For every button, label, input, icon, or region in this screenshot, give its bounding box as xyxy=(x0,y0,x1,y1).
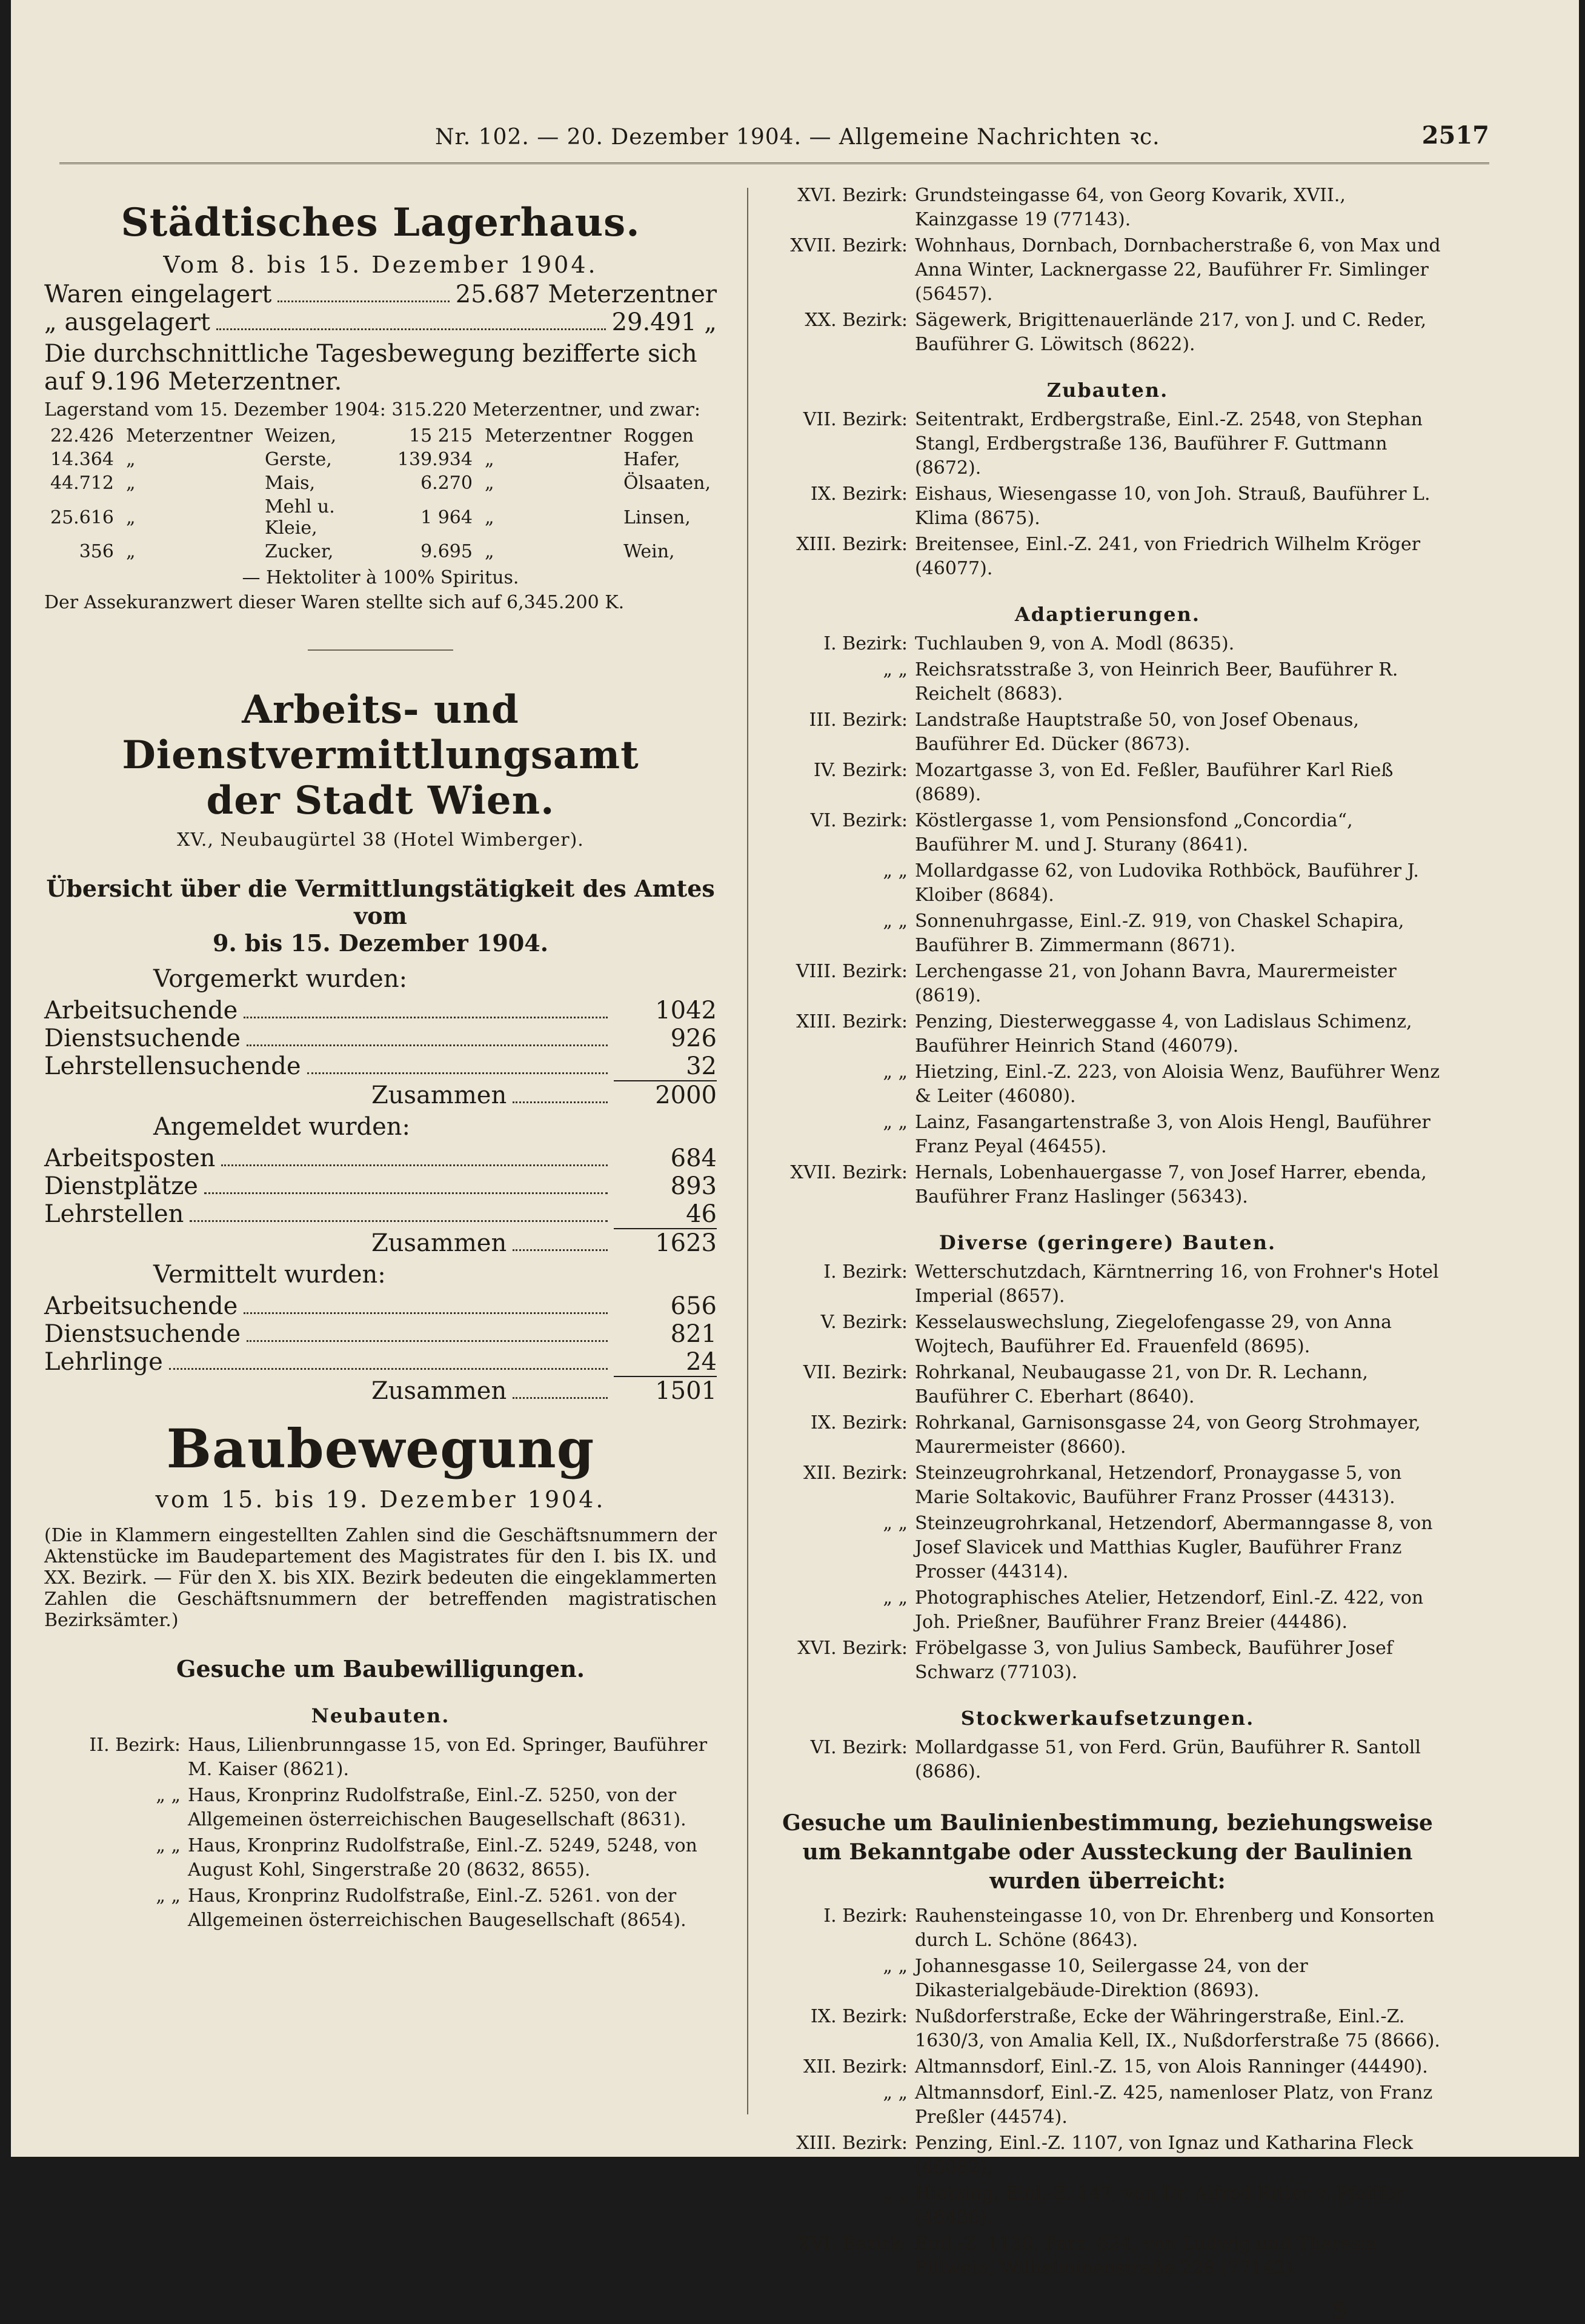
entry-text: Sägewerk, Brigittenauerlände 217, von J. und C. Reder, Bauführer G. Löwitsch (8622). xyxy=(915,310,1427,355)
bezirk-entry xyxy=(771,809,1444,857)
running-headline: Nr. 102. — 20. Dezember 1904. — Allgemeine Nachrichten ꝛc. xyxy=(435,125,1160,150)
bezirk-label: IX. Bezirk: xyxy=(810,2006,908,2027)
entry-text: Reichsratsstraße 3, von Heinrich Beer, Bauführer R. Reichelt (8683). xyxy=(915,659,1398,705)
entry-text: Seitentrakt, Erdbergstraße, Einl.-Z. 2548, von Stephan Stangl, Erdbergstraße 136, Bauführer F. Guttmann (8672). xyxy=(915,409,1423,479)
bezirk-entry xyxy=(771,708,1444,757)
stock-cell: 1 964 xyxy=(420,506,473,528)
diverse-bauten-list xyxy=(771,1260,1444,1685)
stock-cell: „ xyxy=(484,449,494,470)
bezirk-label: „ „ xyxy=(883,1587,908,1609)
entry-text: Köstlergasse 1, vom Pensionsfond „Concordia“, Bauführer M. und J. Sturany (8641). xyxy=(915,810,1353,855)
amt-heading-line2: 9. bis 15. Dezember 1904. xyxy=(213,929,548,957)
stats-row-value: 24 xyxy=(686,1348,717,1376)
bezirk-entry xyxy=(771,1411,1444,1459)
stored-in-row xyxy=(44,281,717,308)
stats-row xyxy=(44,1024,717,1052)
stored-out-value: 29.491 „ xyxy=(611,308,717,336)
entry-text: Breitensee, Einl.-Z. 241, von Friedrich Wilhelm Kröger (46077). xyxy=(915,534,1421,579)
entry-text: Steinzeugrohrkanal, Hetzendorf, Pronaygasse 5, von Marie Soltakovic, Bauführer Franz Prosser (44313). xyxy=(915,1462,1402,1508)
entry-text: Altmannsdorf, Einl.-Z. 15, von Alois Ranninger (44490). xyxy=(915,2056,1428,2077)
entry-text: Rohrkanal, Neubaugasse 21, von Dr. R. Lechann, Bauführer C. Eberhart (8640). xyxy=(915,1362,1368,1407)
bezirk-label: III. Bezirk: xyxy=(809,709,908,731)
bezirk-entry xyxy=(771,1954,1444,2003)
amt-statistics xyxy=(44,965,717,1405)
stats-total-row xyxy=(44,1376,717,1405)
bezirk-entry xyxy=(44,1834,717,1882)
stock-cell: Gerste, xyxy=(264,449,332,470)
bezirk-label: I. Bezirk: xyxy=(823,1261,908,1283)
bezirk-label: „ „ xyxy=(883,1956,908,1977)
bezirk-entry xyxy=(771,1461,1444,1510)
bezirk-label: VI. Bezirk: xyxy=(810,810,908,831)
stats-row-value: 1042 xyxy=(655,997,717,1024)
entry-text: Mollardgasse 51, von Ferd. Grün, Bauführer R. Santoll (8686). xyxy=(915,1737,1421,1782)
dot-leader xyxy=(513,1101,608,1103)
bezirk-entry xyxy=(771,234,1444,307)
stock-cell: Weizen, xyxy=(264,425,337,447)
entry-text: Fröbelgasse 3, von Julius Sambeck, Bauführer Josef Schwarz (77103). xyxy=(915,1638,1393,1683)
entry-text: Sonnenuhrgasse, Einl.-Z. 919, von Chaskel Schapira, Bauführer B. Zimmermann (8671). xyxy=(915,911,1404,956)
stats-row-label: Arbeitsposten xyxy=(44,1144,216,1172)
stats-row xyxy=(44,1172,717,1200)
bezirk-label: VII. Bezirk: xyxy=(803,1362,908,1383)
bezirk-label: IX. Bezirk: xyxy=(810,483,908,505)
stats-row-value: 46 xyxy=(686,1200,717,1228)
bezirk-label: XIII. Bezirk: xyxy=(796,2133,908,2154)
bezirk-entry xyxy=(771,2055,1444,2079)
bezirk-entry xyxy=(771,1111,1444,1159)
bezirk-label: XVII. Bezirk: xyxy=(790,1162,908,1183)
stock-cell: Roggen xyxy=(623,425,694,447)
bezirk-label: XVI. Bezirk: xyxy=(797,2233,908,2254)
stats-row-label: Lehrstellen xyxy=(44,1200,184,1228)
gesuche-title: Gesuche um Baubewilligungen. xyxy=(176,1655,585,1682)
dot-leader xyxy=(307,1072,608,1074)
entry-text: Rohrkanal, Garnisonsgasse 24, von Georg Strohmayer, Maurermeister (8660). xyxy=(915,1412,1421,1458)
entry-text: Johannesgasse 10, Seilergasse 24, von der Dikasterialgebäude-Direktion (8693). xyxy=(915,1956,1308,2001)
stock-cell: Ölsaaten, xyxy=(623,473,711,494)
stats-row-label: Lehrlinge xyxy=(44,1348,163,1376)
stored-in-label: Waren eingelagert xyxy=(44,281,272,308)
stock-cell: 14.364 xyxy=(50,449,114,470)
entry-text: Photographisches Atelier, Hetzendorf, Einl.-Z. 422, von Joh. Prießner, Bauführer Franz Breier (44486). xyxy=(915,1587,1424,1633)
dot-leader xyxy=(244,1017,608,1018)
stats-row xyxy=(44,997,717,1024)
page-number: 2517 xyxy=(1421,121,1489,150)
stock-cell: 356 xyxy=(79,541,114,562)
entry-text: Hietzing, Einl.-Z. 223, von Aloisia Wenz, Bauführer Wenz & Leiter (46080). xyxy=(915,1061,1440,1107)
stock-cell: „ xyxy=(125,473,136,494)
stats-total-row xyxy=(44,1228,717,1257)
dot-leader xyxy=(244,1312,608,1314)
stock-cell: Mehl u. Kleie, xyxy=(264,496,335,539)
stock-cell: 25.616 xyxy=(50,506,114,528)
bezirk-label: „ „ xyxy=(883,860,908,881)
dot-leader xyxy=(169,1368,608,1370)
stock-level-text: Lagerstand vom 15. Dezember 1904: 315.220 Meterzentner, und zwar: xyxy=(44,399,700,420)
bezirk-entry xyxy=(771,1904,1444,1953)
baubewegung-title: Baubewegung xyxy=(166,1417,595,1480)
avg-movement-text: Die durchschnittliche Tagesbewegung bezifferte sich auf 9.196 Meterzentner. xyxy=(44,340,697,396)
entry-text: Tuchlauben 9, von A. Modl (8635). xyxy=(915,633,1235,654)
bezirk-entry xyxy=(771,960,1444,1008)
stats-group-label: Vermittelt wurden: xyxy=(153,1261,386,1289)
bezirk-entry xyxy=(771,2131,1444,2180)
bezirk-label: XIII. Bezirk: xyxy=(796,1011,908,1032)
bezirk-label: „ „ xyxy=(156,1835,181,1856)
page-header xyxy=(59,0,1489,170)
stats-row-label: Arbeitsuchende xyxy=(44,997,238,1024)
bezirk-label: „ „ xyxy=(883,2082,908,2103)
stock-cell: Linsen, xyxy=(623,506,691,528)
stats-total-value: 2000 xyxy=(614,1080,717,1109)
bezirk-label: XX. Bezirk: xyxy=(805,310,908,331)
entry-text: Altmannsdorf, Einl.-Z. 425, namenloser Platz, von Franz Preßler (44574). xyxy=(915,2082,1433,2128)
stats-row xyxy=(44,1320,717,1348)
bezirk-entry xyxy=(771,2182,1444,2230)
bezirk-entry xyxy=(44,1784,717,1832)
stats-row-value: 893 xyxy=(670,1172,717,1200)
bezirk-entry xyxy=(44,1884,717,1933)
stock-cell: „ xyxy=(125,506,136,528)
stats-total-label: Zusammen xyxy=(371,1229,507,1257)
entry-text: Haus, Kronprinz Rudolfstraße, Einl.-Z. 5261. von der Allgemeinen österreichischen Baugesellschaft (8654). xyxy=(188,1885,686,1931)
bezirk-label: XII. Bezirk: xyxy=(803,2056,908,2077)
bezirk-label: „ „ xyxy=(883,1061,908,1083)
bezirk-entry xyxy=(771,184,1444,232)
stock-cell: 22.426 xyxy=(50,425,114,447)
stats-total-row xyxy=(44,1080,717,1109)
stock-row xyxy=(44,448,717,471)
stats-row-label: Dienstsuchende xyxy=(44,1320,241,1348)
entry-text: Einl.-Z. 1130, Parz. 624, von Ludwig und Theresia Pillwein, Wilhelminenstraße 228 (77142). xyxy=(915,2233,1377,2279)
stats-row xyxy=(44,1200,717,1228)
stock-cell: „ xyxy=(125,541,136,562)
stock-cell: „ xyxy=(484,541,494,562)
entry-text: Steinzeugrohrkanal, Hetzendorf, Abermanngasse 8, von Josef Slavicek und Matthias Kugler, Bauführer Franz Prosser (44314). xyxy=(915,1513,1433,1582)
stats-row-value: 821 xyxy=(670,1320,717,1348)
bezirk-entry xyxy=(771,909,1444,958)
entry-text: Eishaus, Wiesengasse 10, von Joh. Strauß, Bauführer L. Klima (8675). xyxy=(915,483,1430,529)
bezirk-entry xyxy=(771,533,1444,581)
bezirk-label: XII. Bezirk: xyxy=(803,1462,908,1484)
bezirk-entry xyxy=(771,1010,1444,1058)
stats-total-label: Zusammen xyxy=(371,1081,507,1109)
entry-text: Wohnhaus, Dornbach, Dornbacherstraße 6, von Max und Anna Winter, Lacknergasse 22, Bauführer Fr. Simlinger (56457). xyxy=(915,235,1441,305)
stock-table xyxy=(44,424,717,563)
stats-group-label: Angemeldet wurden: xyxy=(153,1113,411,1141)
entry-text: Landstraße Hauptstraße 50, von Josef Obenaus, Bauführer Ed. Dücker (8673). xyxy=(915,709,1359,755)
bezirk-entry xyxy=(771,1512,1444,1584)
bezirk-entry xyxy=(771,658,1444,706)
entry-text: Lainz, Fasangartenstraße 3, von Alois Hengl, Bauführer Franz Peyal (46455). xyxy=(915,1112,1430,1157)
stock-cell: „ xyxy=(484,473,494,494)
stock-row xyxy=(44,495,717,540)
baulinien-list xyxy=(771,1904,1444,2280)
bezirk-label: XVI. Bezirk: xyxy=(797,185,908,206)
bezirk-label: V. Bezirk: xyxy=(820,1312,908,1333)
bezirk-label: XVII. Bezirk: xyxy=(790,235,908,256)
stored-out-label: „ ausgelagert xyxy=(44,308,210,336)
bezirk-label: „ „ xyxy=(883,1112,908,1133)
stock-cell: „ xyxy=(125,449,136,470)
stats-row-value: 32 xyxy=(686,1052,717,1080)
bezirk-label: „ „ xyxy=(156,1785,181,1806)
stats-row-value: 926 xyxy=(670,1024,717,1052)
bezirk-label: II. Bezirk: xyxy=(89,1735,181,1756)
stats-row-label: Lehrstellensuchende xyxy=(44,1052,301,1080)
stored-in-value: 25.687 Meterzentner xyxy=(455,281,717,308)
neubauten-title: Neubauten. xyxy=(311,1704,450,1727)
stats-row xyxy=(44,1052,717,1080)
zubauten-list xyxy=(771,408,1444,581)
stats-group-label: Vorgemerkt wurden: xyxy=(153,965,408,993)
diverse-bauten-title: Diverse (geringere) Bauten. xyxy=(939,1231,1277,1254)
stock-row xyxy=(44,424,717,448)
entry-text: Rauhensteingasse 10, von Dr. Ehrenberg und Konsorten durch L. Schöne (8643). xyxy=(915,1905,1435,1951)
amt-heading-line1: Übersicht über die Vermittlungstätigkeit des Amtes vom xyxy=(46,875,715,929)
stock-cell: Wein, xyxy=(623,541,675,562)
section-separator xyxy=(308,649,453,651)
column-divider xyxy=(747,188,748,2114)
entry-text: Mollardgasse 62, von Ludovika Rothböck, Bauführer J. Kloiber (8684). xyxy=(915,860,1419,906)
amt-address: XV., Neubaugürtel 38 (Hotel Wimberger). xyxy=(177,829,584,851)
bezirk-entry xyxy=(771,759,1444,807)
adaptierungen-title: Adaptierungen. xyxy=(1014,603,1201,626)
baubewegung-note: (Die in Klammern eingestellten Zahlen sind die Geschäftsnummern der Aktenstücke im Baudepartement des Magistrates für den I. bis IX. und XX. Bezirk. — Für den X. bis XIX. Bezirk bedeuten die eingeklammerten Zahlen die Geschäftsnummern der betreffenden magistratischen Bezirksämter.) xyxy=(44,1525,717,1631)
stock-cell: 15 215 xyxy=(409,425,473,447)
baulinien-title: Gesuche um Baulinienbestimmung, beziehungsweise um Bekanntgabe oder Aussteckung der Baulinien wurden überreicht: xyxy=(782,1810,1433,1894)
dot-leader xyxy=(513,1397,608,1399)
stock-cell: 139.934 xyxy=(397,449,473,470)
bezirk-entry xyxy=(771,1310,1444,1359)
stats-row xyxy=(44,1348,717,1376)
bezirk-entry xyxy=(771,1736,1444,1784)
baubewegung-period: vom 15. bis 19. Dezember 1904. xyxy=(155,1486,606,1513)
stock-cell: Hafer, xyxy=(623,449,680,470)
stats-row-label: Dienstsuchende xyxy=(44,1024,241,1052)
insurance-value-text: Der Assekuranzwert dieser Waren stellte sich auf 6,345.200 K. xyxy=(44,592,625,613)
entry-text: Mozartgasse 3, von Ed. Feßler, Bauführer Karl Rieß (8689). xyxy=(915,760,1394,805)
bezirk-label: „ „ xyxy=(156,1885,181,1907)
bezirk-label: XIII. Bezirk: xyxy=(796,534,908,555)
amt-title-line2: der Stadt Wien. xyxy=(206,778,555,823)
bezirk-label: „ „ xyxy=(883,2183,908,2204)
stock-cell: 6.270 xyxy=(420,473,473,494)
stats-row-value: 656 xyxy=(670,1292,717,1320)
bezirk-entry xyxy=(771,1260,1444,1309)
bezirk-entry xyxy=(771,1161,1444,1209)
right-column xyxy=(771,182,1444,2324)
bezirk-label: „ „ xyxy=(883,1513,908,1534)
entry-text: Grundsteingasse 64, von Georg Kovarik, XVII., Kainzgasse 19 (77143). xyxy=(915,185,1346,230)
stock-row xyxy=(44,540,717,563)
bezirk-entry xyxy=(771,2232,1444,2280)
amt-title-line1: Arbeits- und Dienstvermittlungsamt xyxy=(122,687,639,778)
bezirk-label: VI. Bezirk: xyxy=(810,1737,908,1758)
stats-row xyxy=(44,1292,717,1320)
bezirk-label: I. Bezirk: xyxy=(823,1905,908,1927)
left-column xyxy=(44,182,717,1934)
lagerhaus-title: Städtisches Lagerhaus. xyxy=(121,200,640,245)
dot-leader xyxy=(513,1249,608,1251)
stats-total-value: 1501 xyxy=(614,1376,717,1405)
bezirk-label: XVI. Bezirk: xyxy=(797,1638,908,1659)
adaptierungen-list xyxy=(771,632,1444,1209)
entry-text: Lerchengasse 21, von Johann Bavra, Maurermeister (8619). xyxy=(915,961,1397,1006)
bezirk-entry xyxy=(771,1060,1444,1109)
stock-cell: Zucker, xyxy=(264,541,334,562)
bezirk-label: VIII. Bezirk: xyxy=(796,961,908,982)
bezirk-label: „ „ xyxy=(883,659,908,680)
entry-text: Hernals, Lobenhauergasse 7, von Josef Harrer, ebenda, Bauführer Franz Haslinger (56343). xyxy=(915,1162,1427,1207)
dot-leader xyxy=(247,1044,608,1046)
entry-text: Haus, Kronprinz Rudolfstraße, Einl.-Z. 5249, 5248, von August Kohl, Singerstraße 20 (8632, 8655). xyxy=(188,1835,697,1881)
bezirk-entry xyxy=(771,2081,1444,2130)
bezirk-label: „ „ xyxy=(883,911,908,932)
lagerhaus-period: Vom 8. bis 15. Dezember 1904. xyxy=(163,251,598,278)
entry-text: Nußdorferstraße, Ecke der Währingerstraße, Einl.-Z. 1630/3, von Amalia Kell, IX., Nußdorferstraße 75 (8666). xyxy=(915,2006,1440,2051)
stock-cell: Mais, xyxy=(264,473,316,494)
bezirk-label: VII. Bezirk: xyxy=(803,409,908,430)
bezirk-entry xyxy=(771,408,1444,480)
bezirk-entry xyxy=(771,2005,1444,2053)
neubauten-list-left xyxy=(44,1733,717,1933)
stockwerk-title: Stockwerkaufsetzungen. xyxy=(960,1707,1255,1730)
entry-text: Penzing, Diesterweggasse 4, von Ladislaus Schimenz, Bauführer Heinrich Stand (46079). xyxy=(915,1011,1412,1057)
bezirk-label: IX. Bezirk: xyxy=(810,1412,908,1433)
stockwerk-list xyxy=(771,1736,1444,1784)
stats-row-label: Dienstplätze xyxy=(44,1172,198,1200)
stock-cell: „ xyxy=(484,506,494,528)
entry-text: Haus, Lilienbrunngasse 15, von Ed. Springer, Bauführer M. Kaiser (8621). xyxy=(188,1735,708,1780)
stock-cell: Meterzentner xyxy=(125,425,253,447)
bezirk-label: I. Bezirk: xyxy=(823,633,908,654)
entry-text: Haus, Kronprinz Rudolfstraße, Einl.-Z. 5250, von der Allgemeinen österreichischen Baugesellschaft (8631). xyxy=(188,1785,686,1830)
stock-cell: 44.712 xyxy=(50,473,114,494)
stats-total-label: Zusammen xyxy=(371,1377,507,1405)
stats-row-value: 684 xyxy=(670,1144,717,1172)
signature-mark: 5 xyxy=(1331,2299,1347,2324)
bezirk-entry xyxy=(771,308,1444,357)
bezirk-entry xyxy=(771,1636,1444,1685)
bezirk-entry xyxy=(771,632,1444,656)
bezirk-entry xyxy=(771,1361,1444,1409)
dot-leader xyxy=(247,1340,608,1342)
bezirk-entry xyxy=(771,1586,1444,1635)
dot-leader xyxy=(204,1192,608,1194)
entry-text: Wetterschutzdach, Kärntnerring 16, von Frohner's Hotel Imperial (8657). xyxy=(915,1261,1439,1307)
dot-leader xyxy=(190,1220,608,1222)
stats-total-value: 1623 xyxy=(614,1228,717,1257)
dot-leader xyxy=(221,1164,608,1166)
bezirk-label: IV. Bezirk: xyxy=(813,760,908,781)
zubauten-title: Zubauten. xyxy=(1046,379,1169,402)
stats-row-label: Arbeitsuchende xyxy=(44,1292,238,1320)
bezirk-entry xyxy=(44,1733,717,1782)
neubauten-list-right xyxy=(771,184,1444,357)
bezirk-entry xyxy=(771,482,1444,531)
header-rule xyxy=(59,162,1489,164)
stats-row xyxy=(44,1144,717,1172)
stock-cell: 9.695 xyxy=(420,541,473,562)
spirit-line: — Hektoliter à 100% Spiritus. xyxy=(242,567,519,588)
entry-text: Penzing, Einl.-Z. 1107, von Ignaz und Katharina Fleck (46082). xyxy=(915,2133,1414,2178)
entry-text: Kesselauswechslung, Ziegelofengasse 29, von Anna Wojtech, Bauführer Ed. Frauenfeld (8695). xyxy=(915,1312,1392,1357)
stock-cell: Meterzentner xyxy=(484,425,611,447)
bezirk-entry xyxy=(771,859,1444,908)
entry-text: Hietzing, Einl.-Z. 147, von Dr. Alfred Ritter v. Pfeiffer (46436). xyxy=(915,2183,1405,2228)
stored-out-row xyxy=(44,308,717,336)
newspaper-page xyxy=(11,0,1579,2324)
stock-row xyxy=(44,471,717,495)
